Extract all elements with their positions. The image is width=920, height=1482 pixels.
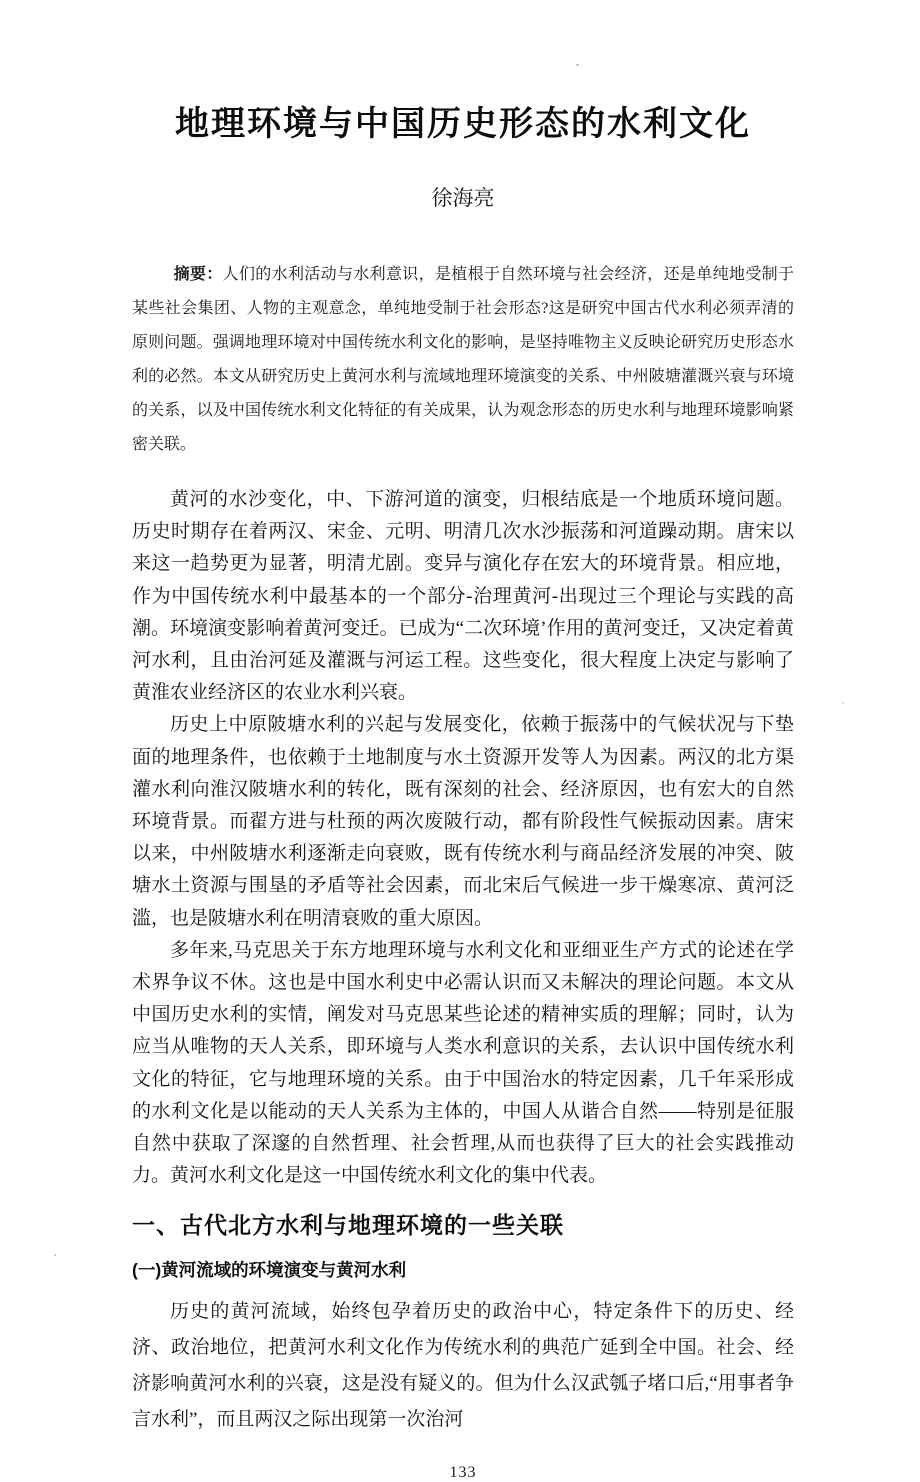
- scan-speck: [54, 1254, 56, 1256]
- body-paragraph-1: 黄河的水沙变化，中、下游河道的演变，归根结底是一个地质环境问题。历史时期存在着两汉、宋金、元明、明清几次水沙振荡和河道躁动期。唐宋以来这一趋势更为显著，明清尤剧。变异与演化存在宏大的环境背景。相应地，作为中国传统水利中最基本的一个部分-治理黄河-出现过三个理论与实践的高潮。环境演变影响着黄河变迁。已成为“二次环境’作用的黄河变迁，又决定着黄河水利，且由治河延及灌溉与河运工程。这些变化，很大程度上决定与影响了黄淮农业经济区的农业水利兴衰。: [132, 489, 794, 704]
- abstract-label: 摘要：: [173, 266, 223, 283]
- document-page: [132, 0, 794, 1482]
- author-name: 徐海亮: [431, 186, 495, 210]
- abstract-text: 人们的水利活动与水利意识，是植根于自然环境与社会经济，还是单纯地受制于某些社会集团、人物的主观意念，单纯地受制于社会形态?这是研究中国古代水利必须弄清的原则问题。强调地理环境对中国传统水利文化的影响，是坚持唯物主义反映论研究历史形态水利的必然。本文从研究历史上黄河水利与流域地理环境演变的关系、中州陂塘灌溉兴衰与环境的关系，以及中国传统水利文化特征的有关成果，认为观念形态的历史水利与地理环境影响紧密关联。: [132, 266, 794, 453]
- scan-speck: [842, 702, 844, 704]
- section-paragraph: 历史的黄河流域，始终包孕着历史的政治中心，特定条件下的历史、经济、政治地位，把黄河水利文化作为传统水利的典范广延到全中国。社会、经济影响黄河水利的兴衰，这是没有疑义的。但为什么汉武瓠子堵口后,“用事者争言水利”，而且两汉之际出现第一次治河: [132, 1301, 794, 1431]
- paper-title: 地理环境与中国历史形态的水利文化: [175, 105, 751, 143]
- abstract-paragraph: [132, 258, 794, 462]
- section-heading: 一、古代北方水利与地理环境的一些关联: [132, 1212, 564, 1239]
- page-number: 133: [449, 1464, 477, 1482]
- body-paragraph-2: 历史上中原陂塘水利的兴起与发展变化，依赖于振荡中的气候状况与下垫面的地理条件，也依赖于土地制度与水土资源开发等人为因素。两汉的北方渠灌水利向淮汉陂塘水利的转化，既有深刻的社会、经济原因，也有宏大的自然环境背景。而翟方进与杜预的两次废陂行动，都有阶段性气候振动因素。唐宋以来，中州陂塘水利逐渐走向衰败，既有传统水利与商品经济发展的冲突、陂塘水土资源与围垦的矛盾等社会因素，而北宋后气候进一步干燥寒凉、黄河泛滥，也是陂塘水利在明清衰败的重大原因。: [132, 714, 794, 929]
- section-subheading: (一)黄河流域的环境演变与黄河水利: [132, 1260, 407, 1281]
- body-paragraph-3: 多年来,马克思关于东方地理环境与水利文化和亚细亚生产方式的论述在学术界争议不休。这也是中国水利史中必需认识而又未解决的理论问题。本文从中国历史水利的实情，阐发对马克思某些论述的精神实质的理解；同时，认为应当从唯物的天人关系，即环境与人类水利意识的关系，去认识中国传统水利文化的特征，它与地理环境的关系。由于中国治水的特定因素，几千年采形成的水利文化是以能动的天人关系为主体的，中国人从谐合自然——特别是征服自然中获取了深邃的自然哲理、社会哲理,从而也获得了巨大的社会实践推动力。黄河水利文化是这一中国传统水利文化的集中代表。: [132, 939, 794, 1187]
